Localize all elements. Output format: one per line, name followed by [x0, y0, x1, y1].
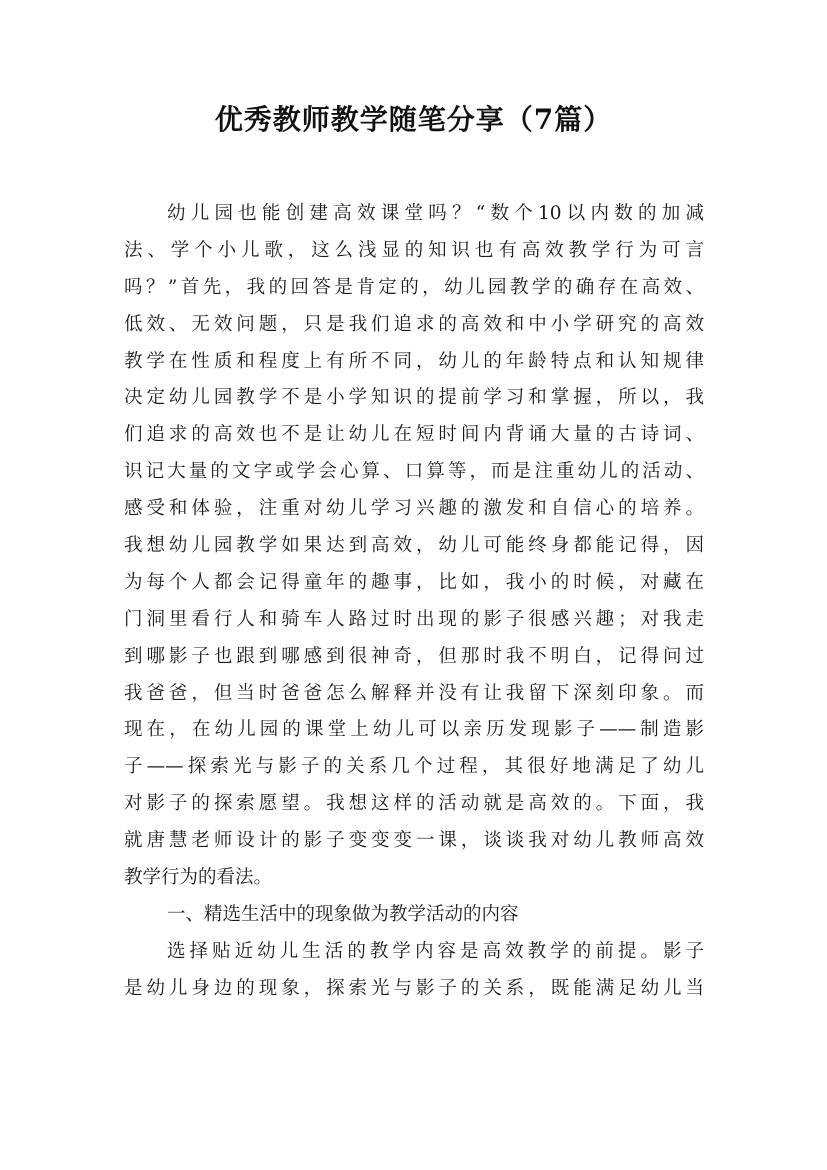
text-line: 吗？”首先，我的回答是肯定的，幼儿园教学的确存在高效、	[124, 276, 704, 298]
text-line: 一、精选生活中的现象做为教学活动的内容	[167, 903, 519, 925]
text-line: 们追求的高效也不是让幼儿在短时间内背诵大量的古诗词、	[124, 424, 704, 446]
text-line: 为每个人都会记得童年的趣事，比如，我小的时候，对藏在	[124, 571, 704, 593]
text-line: 感受和体验，注重对幼儿学习兴趣的激发和自信心的培养。	[124, 498, 704, 520]
text-line: 门洞里看行人和骑车人路过时出现的影子很感兴趣；对我走	[124, 608, 704, 630]
text-line: 教学行为的看法。	[124, 867, 273, 889]
text-line: 教学在性质和程度上有所不同，幼儿的年龄特点和认知规律	[124, 350, 704, 372]
text-line: 决定幼儿园教学不是小学知识的提前学习和掌握，所以，我	[124, 387, 704, 409]
text-line: 是幼儿身边的现象，探索光与影子的关系，既能满足幼儿当	[124, 977, 704, 999]
text-line: 幼儿园也能创建高效课堂吗？“数个10以内数的加减	[167, 203, 704, 224]
text-line: 低效、无效问题，只是我们追求的高效和中小学研究的高效	[124, 313, 704, 335]
text-line: 我爸爸，但当时爸爸怎么解释并没有让我留下深刻印象。而	[124, 682, 704, 704]
text-line: 到哪影子也跟到哪感到很神奇，但那时我不明白，记得问过	[124, 645, 704, 667]
text-line: 对影子的探索愿望。我想这样的活动就是高效的。下面，我	[124, 793, 704, 815]
text-line: 我想幼儿园教学如果达到高效，幼儿可能终身都能记得，因	[124, 535, 704, 557]
text-line: 识记大量的文字或学会心算、口算等，而是注重幼儿的活动、	[124, 461, 704, 483]
document-body	[124, 196, 704, 1008]
document-title: 优秀教师教学随笔分享（7篇）	[214, 103, 613, 136]
text-line: 选择贴近幼儿生活的教学内容是高效教学的前提。影子	[167, 940, 704, 962]
text-line: 就唐慧老师设计的影子变变变一课，谈谈我对幼儿教师高效	[124, 830, 704, 852]
text-line: 法、学个小儿歌，这么浅显的知识也有高效教学行为可言	[124, 239, 704, 261]
text-line: 现在，在幼儿园的课堂上幼儿可以亲历发现影子——制造影	[124, 719, 704, 741]
text-line: 子——探索光与影子的关系几个过程，其很好地满足了幼儿	[124, 756, 704, 778]
